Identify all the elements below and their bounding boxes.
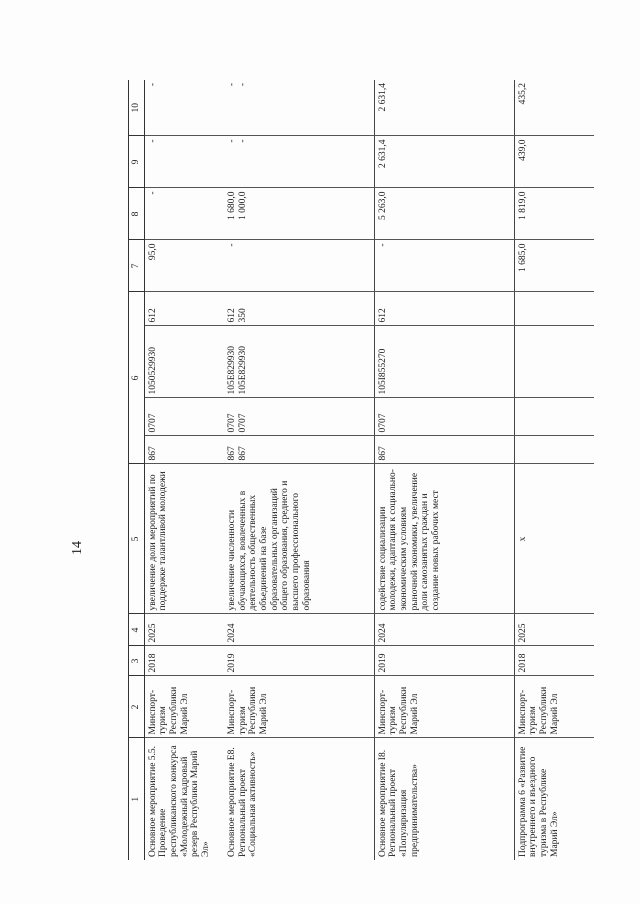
value-9: 439,0 [517,139,528,161]
value-8: 1 000,0 [237,191,248,220]
value-7: 1 685,0 [517,243,528,272]
row-rzpr [224,398,374,436]
program-table [128,80,594,860]
value-10: 435,2 [517,83,528,105]
row-value-10 [514,80,594,136]
value-8: 1 680,0 [227,191,238,220]
value-10: - [227,83,238,87]
vr-value: 612 [377,308,388,323]
row-csr [144,326,224,398]
table-row [374,80,514,860]
table-row [144,80,224,860]
row-end-year: 2025 [514,614,594,646]
grbs-value: 867 [227,446,238,461]
column-header-7: 7 [129,240,145,292]
rzpr-value: 0707 [227,413,238,433]
value-10: - [237,83,248,87]
csr-value: 1050529930 [147,347,158,395]
rzpr-value: 0707 [377,413,388,433]
row-value-9 [144,136,224,188]
column-number-row [129,80,145,860]
column-header-3: 3 [129,646,145,676]
value-7: - [227,243,238,247]
table-row [514,80,594,860]
column-header-4: 4 [129,614,145,646]
row-value-8 [144,188,224,240]
row-value-8 [374,188,514,240]
row-name: Основное мероприятие I8. Региональный проект «Популяризация предпринимательства» [374,738,514,860]
row-grbs [374,436,514,464]
row-value-9 [224,136,374,188]
row-end-year: 2024 [224,614,374,646]
vr-value: 350 [237,308,248,323]
row-vr [514,292,594,326]
row-executor: Минспорт-туризм Республики Марий Эл [374,676,514,738]
row-grbs [224,436,374,464]
row-result: содействие социализации молодежи, адаптация к социально-экономическим условиям рыночной экономики, увеличение доли самозанятых граждан и создание новых рабочих мест [374,464,514,614]
page-number: 14 [70,541,85,555]
row-end-year: 2024 [374,614,514,646]
row-value-10 [374,80,514,136]
row-executor: Минспорт-туризм Республики Марий Эл [144,676,224,738]
grbs-value: 867 [237,446,248,461]
vr-value: 612 [147,308,158,323]
value-10: - [147,83,158,87]
rzpr-value: 0707 [237,413,248,433]
row-csr [224,326,374,398]
row-value-8 [224,188,374,240]
column-header-5: 5 [129,464,145,614]
row-value-7 [514,240,594,292]
row-rzpr [374,398,514,436]
grbs-value: 867 [147,446,158,461]
column-header-2: 2 [129,676,145,738]
row-value-7 [144,240,224,292]
row-executor: Минспорт-туризм Республики Марий Эл [224,676,374,738]
value-9: - [147,139,158,143]
row-csr [374,326,514,398]
value-9: - [237,139,248,143]
row-value-8 [514,188,594,240]
row-result: увеличение численности обучающихся, вовлеченных в деятельность общественных объединений на базе образовательных организаций общего образования, среднего и высшего профессионального образования [224,464,374,614]
rotated-table-sheet [128,80,633,860]
row-start-year: 2018 [144,646,224,676]
row-value-9 [514,136,594,188]
row-value-9 [374,136,514,188]
row-name: Подпрограмма 6 «Развитие внутреннего и въездного туризма в Республике Марий Эл» [514,738,594,860]
row-name: Основное мероприятие 5.5. Проведение республиканского конкурса «Молодежный кадровый резерв Республики Марий Эл» [147,745,211,857]
column-header-6: 6 [129,292,145,464]
column-header-9: 9 [129,136,145,188]
row-value-10 [144,80,224,136]
row-name: Основное мероприятие Е8. Региональный проект «Социальная активность» [227,747,259,857]
value-9: 2 631,4 [377,139,388,168]
row-vr [374,292,514,326]
value-8: 5 263,0 [377,191,388,220]
value-9: - [227,139,238,143]
rzpr-value: 0707 [147,413,158,433]
row-start-year: 2019 [224,646,374,676]
row-value-7 [374,240,514,292]
value-7: - [377,243,388,247]
value-8: - [147,191,158,195]
row-grbs [144,436,224,464]
csr-value: 105E829930 [237,345,248,395]
column-header-10: 10 [129,80,145,136]
csr-value: 105I855270 [377,348,388,395]
row-start-year: 2019 [374,646,514,676]
row-csr [514,326,594,398]
row-value-7 [224,240,374,292]
column-header-1: 1 [129,738,145,860]
table-row [224,80,374,860]
row-vr [224,292,374,326]
value-7: 95,0 [147,243,158,261]
row-end-year: 2025 [144,614,224,646]
row-result: увеличение доли мероприятий по поддержке талантливой молодежи [144,464,224,614]
row-start-year: 2018 [514,646,594,676]
vr-value: 612 [227,308,238,323]
row-rzpr [144,398,224,436]
row-result: х [514,464,594,614]
value-10: 2 631,4 [377,83,388,112]
row-value-10 [224,80,374,136]
row-rzpr [514,398,594,436]
row-vr [144,292,224,326]
value-8: 1 819,0 [517,191,528,220]
row-grbs [514,436,594,464]
row-executor: Минспорт-туризм Республики Марий Эл [514,676,594,738]
grbs-value: 867 [377,446,388,461]
csr-value: 105E829930 [227,345,238,395]
column-header-8: 8 [129,188,145,240]
